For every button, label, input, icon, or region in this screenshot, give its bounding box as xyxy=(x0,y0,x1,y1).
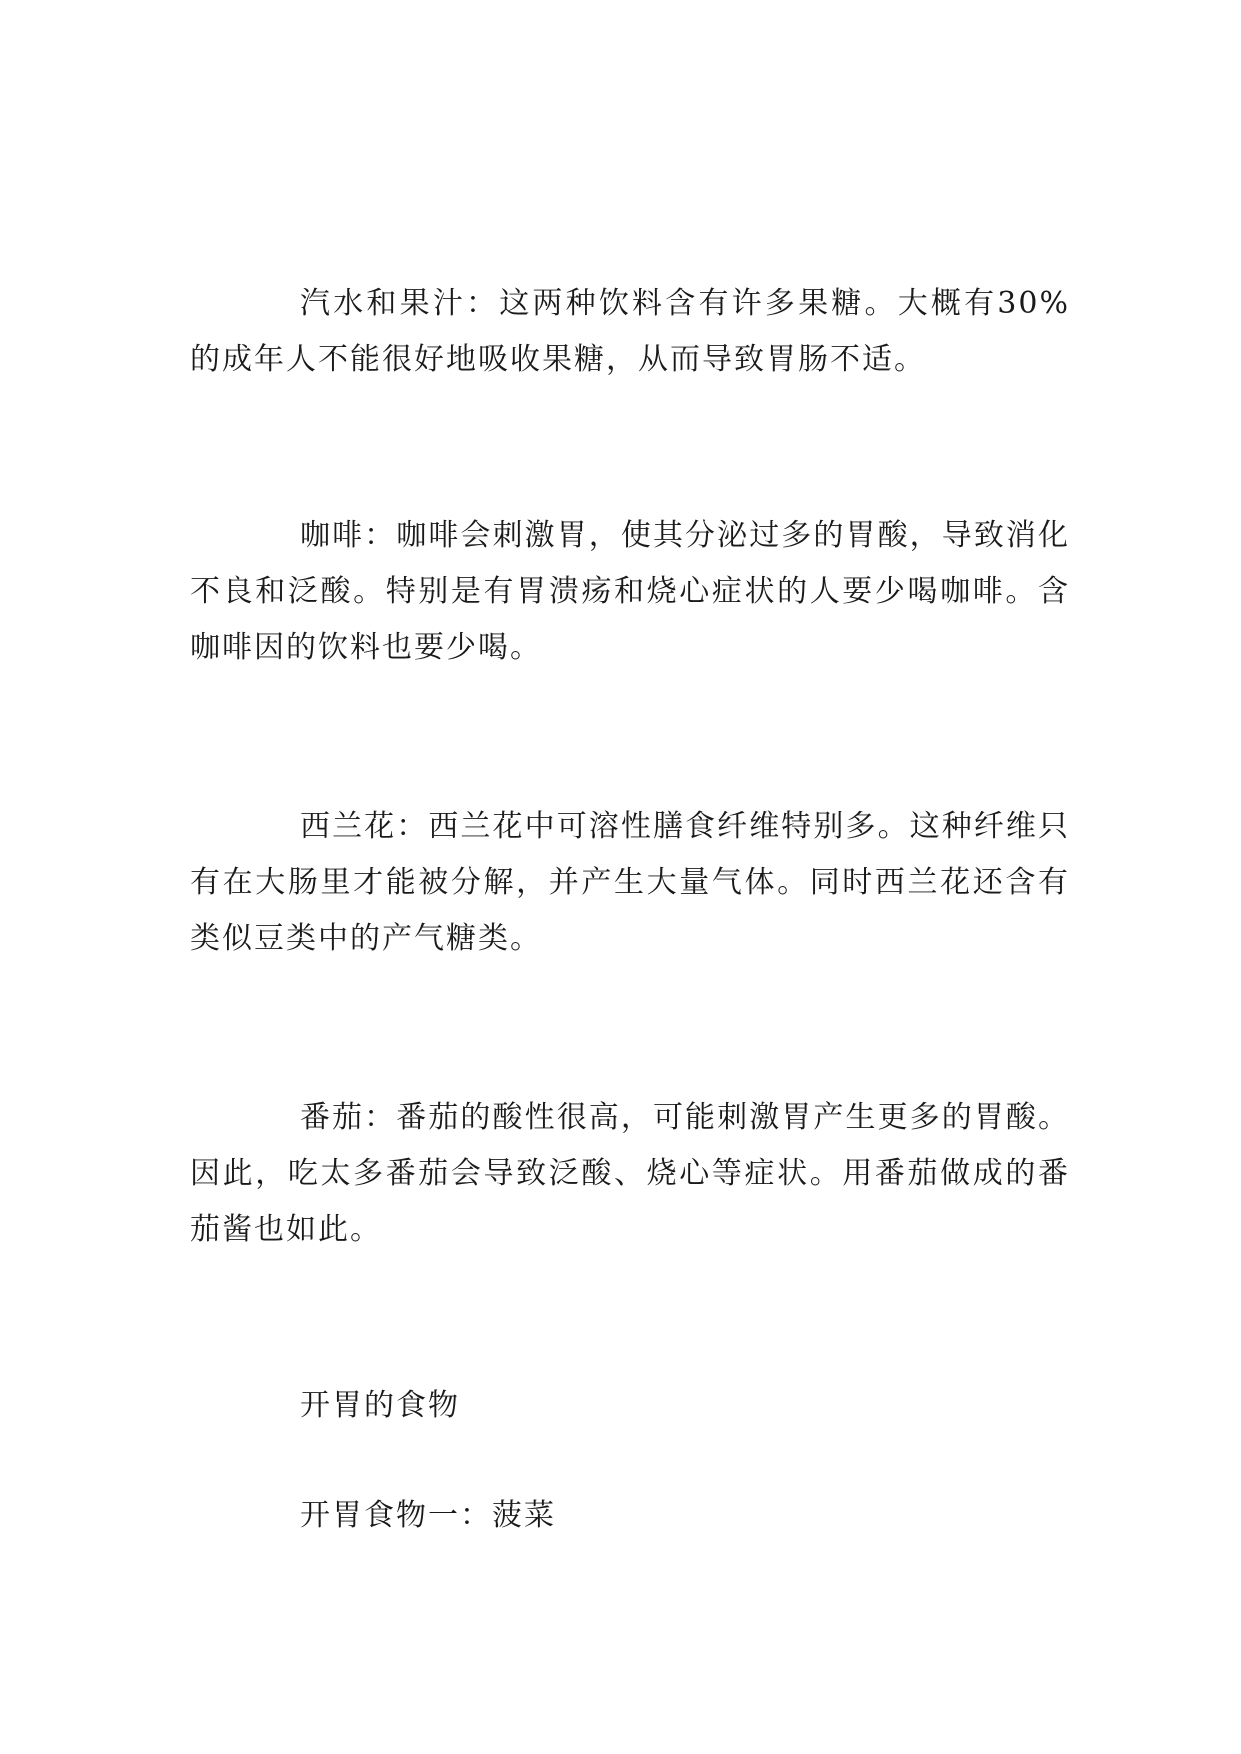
paragraph-soda-juice: 汽水和果汁：这两种饮料含有许多果糖。大概有30%的成年人不能很好地吸收果糖，从而导致胃肠不适。 xyxy=(190,286,1070,377)
paragraph-tomato: 番茄：番茄的酸性很高，可能刺激胃产生更多的胃酸。因此，吃太多番茄会导致泛酸、烧心等症状。用番茄做成的番茄酱也如此。 xyxy=(190,1100,1070,1247)
paragraph-broccoli: 西兰花：西兰花中可溶性膳食纤维特别多。这种纤维只有在大肠里才能被分解，并产生大量气体。同时西兰花还含有类似豆类中的产气糖类。 xyxy=(190,809,1070,956)
paragraph-coffee: 咖啡：咖啡会刺激胃，使其分泌过多的胃酸，导致消化不良和泛酸。特别是有胃溃疡和烧心症状的人要少喝咖啡。含咖啡因的饮料也要少喝。 xyxy=(190,518,1070,665)
section-heading: 开胃的食物 xyxy=(300,1388,460,1423)
subheading: 开胃食物一：菠菜 xyxy=(300,1498,556,1533)
